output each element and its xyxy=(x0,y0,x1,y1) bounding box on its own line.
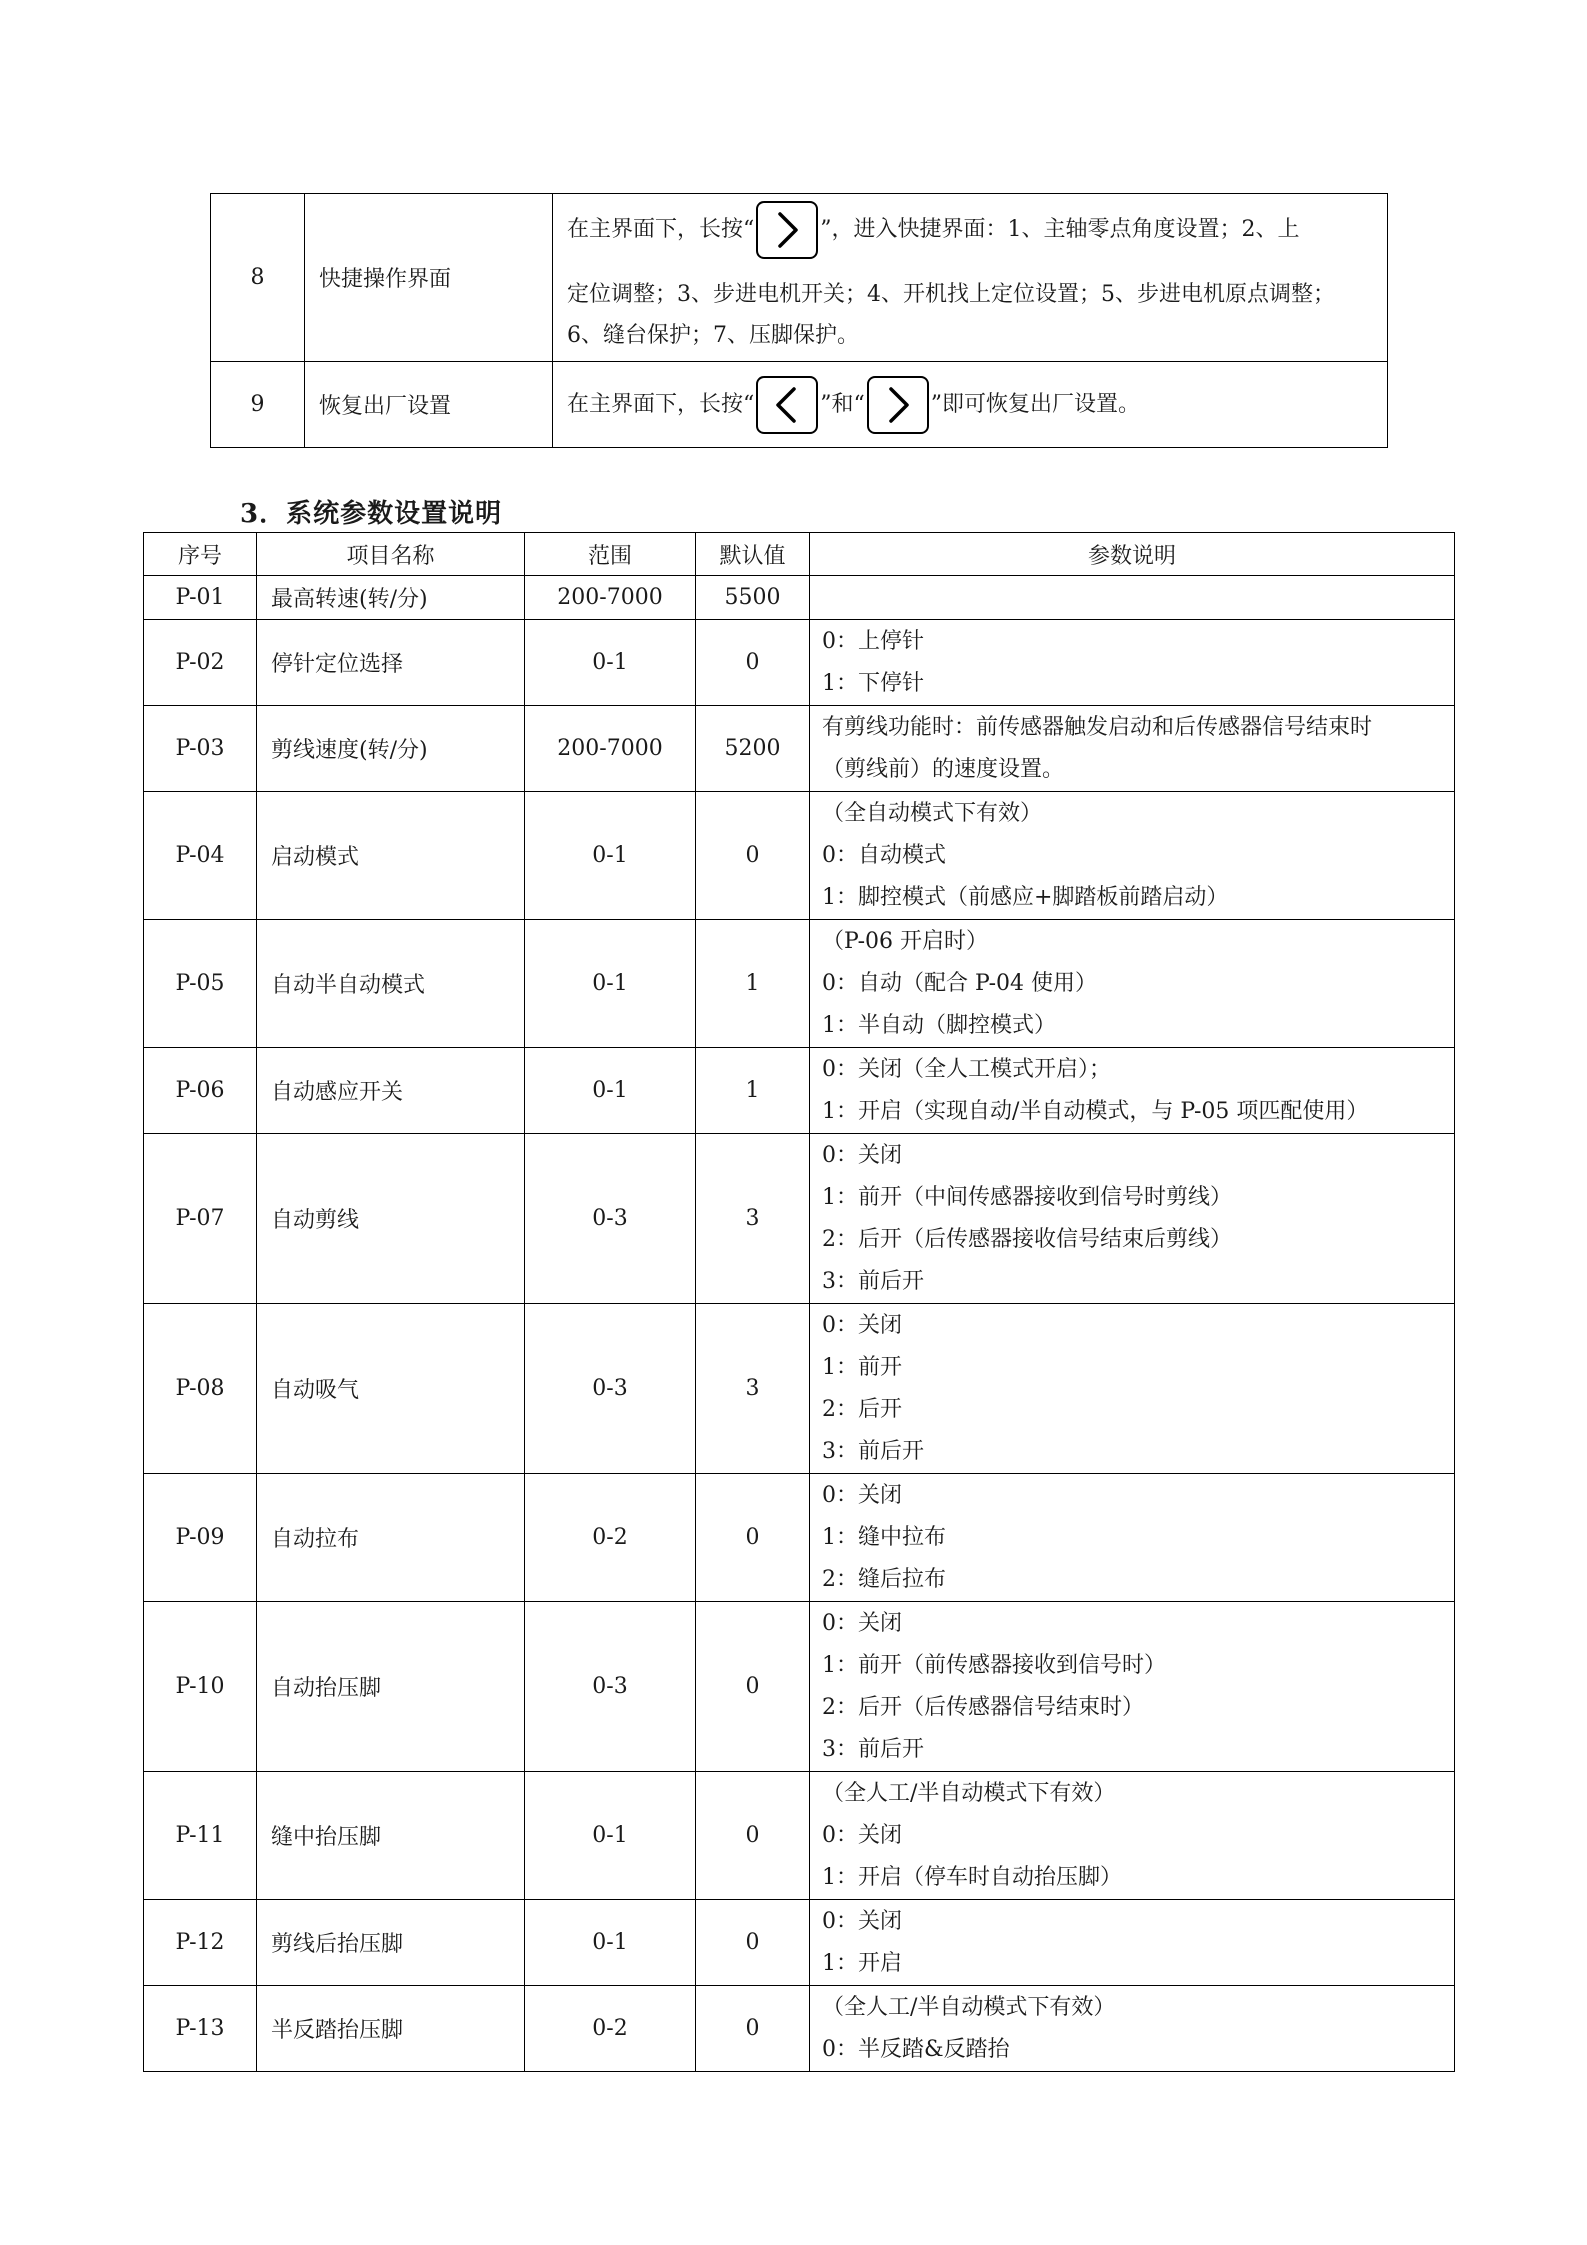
param-range: 0-1 xyxy=(525,920,696,1048)
param-name: 自动剪线 xyxy=(257,1134,525,1304)
header-default: 默认值 xyxy=(696,533,810,576)
param-range: 0-3 xyxy=(525,1602,696,1772)
description-line: （全自动模式下有效） xyxy=(822,800,1043,826)
params-body xyxy=(144,576,1455,2072)
param-name: 最高转速(转/分) xyxy=(257,576,525,620)
param-range: 200-7000 xyxy=(525,706,696,792)
param-id: P-08 xyxy=(144,1304,257,1474)
table-row xyxy=(144,620,1455,706)
param-id: P-04 xyxy=(144,792,257,920)
param-description xyxy=(810,1474,1455,1602)
param-name: 半反踏抬压脚 xyxy=(257,1986,525,2072)
param-default: 1 xyxy=(696,1048,810,1134)
description-line: 1：下停针 xyxy=(822,670,924,696)
param-id: P-11 xyxy=(144,1772,257,1900)
description-line: 3：前后开 xyxy=(822,1438,924,1464)
table-row xyxy=(144,1772,1455,1900)
param-name: 自动感应开关 xyxy=(257,1048,525,1134)
table-row xyxy=(144,1048,1455,1134)
param-id: P-03 xyxy=(144,706,257,792)
ops-row-name: 快捷操作界面 xyxy=(305,194,553,362)
description-line: 0：半反踏&反踏抬 xyxy=(822,2036,1010,2062)
description-line: 0：关闭 xyxy=(822,1482,902,1508)
description-line: 1：前开（前传感器接收到信号时） xyxy=(822,1652,1166,1678)
param-default: 0 xyxy=(696,1602,810,1772)
param-range: 0-3 xyxy=(525,1304,696,1474)
header-description: 参数说明 xyxy=(810,533,1455,576)
param-range: 0-1 xyxy=(525,1772,696,1900)
param-id: P-13 xyxy=(144,1986,257,2072)
param-description xyxy=(810,1986,1455,2072)
operations-table xyxy=(210,193,1388,448)
param-range: 200-7000 xyxy=(525,576,696,620)
param-default: 0 xyxy=(696,1900,810,1986)
ops-row-number: 8 xyxy=(211,194,305,362)
param-range: 0-1 xyxy=(525,620,696,706)
desc-line: 定位调整；3、步进电机开关；4、开机找上定位设置；5、步进电机原点调整； xyxy=(567,281,1335,307)
header-id: 序号 xyxy=(144,533,257,576)
description-line: 0：关闭 xyxy=(822,1142,902,1168)
description-line: 2：后开（后传感器信号结束时） xyxy=(822,1694,1144,1720)
desc-line: 6、缝台保护；7、压脚保护。 xyxy=(567,322,859,348)
param-description xyxy=(810,1602,1455,1772)
ops-row-number: 9 xyxy=(211,362,305,448)
param-id: P-07 xyxy=(144,1134,257,1304)
description-line: 0：关闭 xyxy=(822,1908,902,1934)
description-line: 2：缝后拉布 xyxy=(822,1566,946,1592)
param-default: 0 xyxy=(696,620,810,706)
table-row xyxy=(144,1134,1455,1304)
table-row xyxy=(144,1602,1455,1772)
param-id: P-12 xyxy=(144,1900,257,1986)
desc-text: 在主界面下，长按“ xyxy=(567,216,755,242)
desc-text: ”和“ xyxy=(820,391,865,417)
param-name: 自动半自动模式 xyxy=(257,920,525,1048)
chevron-right-icon xyxy=(883,385,913,425)
param-description xyxy=(810,1772,1455,1900)
desc-text: ”即可恢复出厂设置。 xyxy=(930,391,1140,417)
param-name: 缝中抬压脚 xyxy=(257,1772,525,1900)
description-line: 2：后开（后传感器接收信号结束后剪线） xyxy=(822,1226,1232,1252)
section-heading: 3．系统参数设置说明 xyxy=(240,499,503,529)
params-header-row xyxy=(144,533,1455,576)
description-line: （全人工/半自动模式下有效） xyxy=(822,1994,1116,2020)
param-id: P-06 xyxy=(144,1048,257,1134)
param-default: 5500 xyxy=(696,576,810,620)
parameters-table xyxy=(143,532,1455,2072)
param-range: 0-2 xyxy=(525,1474,696,1602)
param-description xyxy=(810,1048,1455,1134)
ops-row-9 xyxy=(211,362,1388,448)
description-line: 0：关闭（全人工模式开启）； xyxy=(822,1056,1111,1082)
left-key-button xyxy=(756,376,818,434)
param-range: 0-3 xyxy=(525,1134,696,1304)
param-id: P-01 xyxy=(144,576,257,620)
param-description xyxy=(810,706,1455,792)
table-row xyxy=(144,1986,1455,2072)
description-line: 2：后开 xyxy=(822,1396,902,1422)
param-range: 0-1 xyxy=(525,1900,696,1986)
description-line: 1：前开（中间传感器接收到信号时剪线） xyxy=(822,1184,1232,1210)
description-line: （P-06 开启时） xyxy=(822,928,989,954)
param-default: 5200 xyxy=(696,706,810,792)
table-row xyxy=(144,1304,1455,1474)
param-range: 0-1 xyxy=(525,1048,696,1134)
param-name: 剪线速度(转/分) xyxy=(257,706,525,792)
param-default: 0 xyxy=(696,1986,810,2072)
param-description xyxy=(810,1134,1455,1304)
description-line: 有剪线功能时：前传感器触发启动和后传感器信号结束时 xyxy=(822,714,1373,740)
header-name: 项目名称 xyxy=(257,533,525,576)
right-key-button xyxy=(867,376,929,434)
param-name: 自动抬压脚 xyxy=(257,1602,525,1772)
description-line: 0：上停针 xyxy=(822,628,924,654)
description-line: 1：前开 xyxy=(822,1354,902,1380)
description-line: 3：前后开 xyxy=(822,1736,924,1762)
description-line: 1：开启 xyxy=(822,1950,902,1976)
description-line: 3：前后开 xyxy=(822,1268,924,1294)
table-row xyxy=(144,706,1455,792)
param-description xyxy=(810,1900,1455,1986)
description-line: 0：自动模式 xyxy=(822,842,946,868)
right-key-button xyxy=(756,201,818,259)
ops-row-description xyxy=(553,362,1388,448)
header-range: 范围 xyxy=(525,533,696,576)
description-line: 0：关闭 xyxy=(822,1312,902,1338)
param-name: 启动模式 xyxy=(257,792,525,920)
chevron-left-icon xyxy=(772,385,802,425)
chevron-right-icon xyxy=(772,210,802,250)
ops-row-8 xyxy=(211,194,1388,362)
description-line: 1：半自动（脚控模式） xyxy=(822,1012,1056,1038)
description-line: 1：脚控模式（前感应+脚踏板前踏启动） xyxy=(822,884,1229,910)
param-default: 1 xyxy=(696,920,810,1048)
param-name: 自动吸气 xyxy=(257,1304,525,1474)
param-id: P-05 xyxy=(144,920,257,1048)
param-description xyxy=(810,920,1455,1048)
param-description xyxy=(810,792,1455,920)
param-default: 0 xyxy=(696,1772,810,1900)
description-line: 1：缝中拉布 xyxy=(822,1524,946,1550)
param-range: 0-1 xyxy=(525,792,696,920)
desc-text: ”，进入快捷界面：1、主轴零点角度设置；2、上 xyxy=(820,216,1300,242)
description-line: 0：关闭 xyxy=(822,1610,902,1636)
table-row xyxy=(144,920,1455,1048)
param-id: P-02 xyxy=(144,620,257,706)
description-line: 1：开启（停车时自动抬压脚） xyxy=(822,1864,1122,1890)
ops-row-description xyxy=(553,194,1388,362)
ops-row-name: 恢复出厂设置 xyxy=(305,362,553,448)
param-default: 0 xyxy=(696,792,810,920)
param-description xyxy=(810,576,1455,620)
param-id: P-09 xyxy=(144,1474,257,1602)
param-name: 停针定位选择 xyxy=(257,620,525,706)
param-default: 3 xyxy=(696,1134,810,1304)
desc-text: 在主界面下，长按“ xyxy=(567,391,755,417)
table-row xyxy=(144,1900,1455,1986)
param-default: 3 xyxy=(696,1304,810,1474)
param-id: P-10 xyxy=(144,1602,257,1772)
param-range: 0-2 xyxy=(525,1986,696,2072)
param-name: 剪线后抬压脚 xyxy=(257,1900,525,1986)
param-name: 自动拉布 xyxy=(257,1474,525,1602)
description-line: 1：开启（实现自动/半自动模式，与 P-05 项匹配使用） xyxy=(822,1098,1369,1124)
param-description xyxy=(810,620,1455,706)
description-line: （剪线前）的速度设置。 xyxy=(822,756,1065,782)
description-line: （全人工/半自动模式下有效） xyxy=(822,1780,1116,1806)
param-default: 0 xyxy=(696,1474,810,1602)
description-line: 0：关闭 xyxy=(822,1822,902,1848)
param-description xyxy=(810,1304,1455,1474)
table-row xyxy=(144,1474,1455,1602)
table-row xyxy=(144,576,1455,620)
table-row xyxy=(144,792,1455,920)
description-line: 0：自动（配合 P-04 使用） xyxy=(822,970,1098,996)
